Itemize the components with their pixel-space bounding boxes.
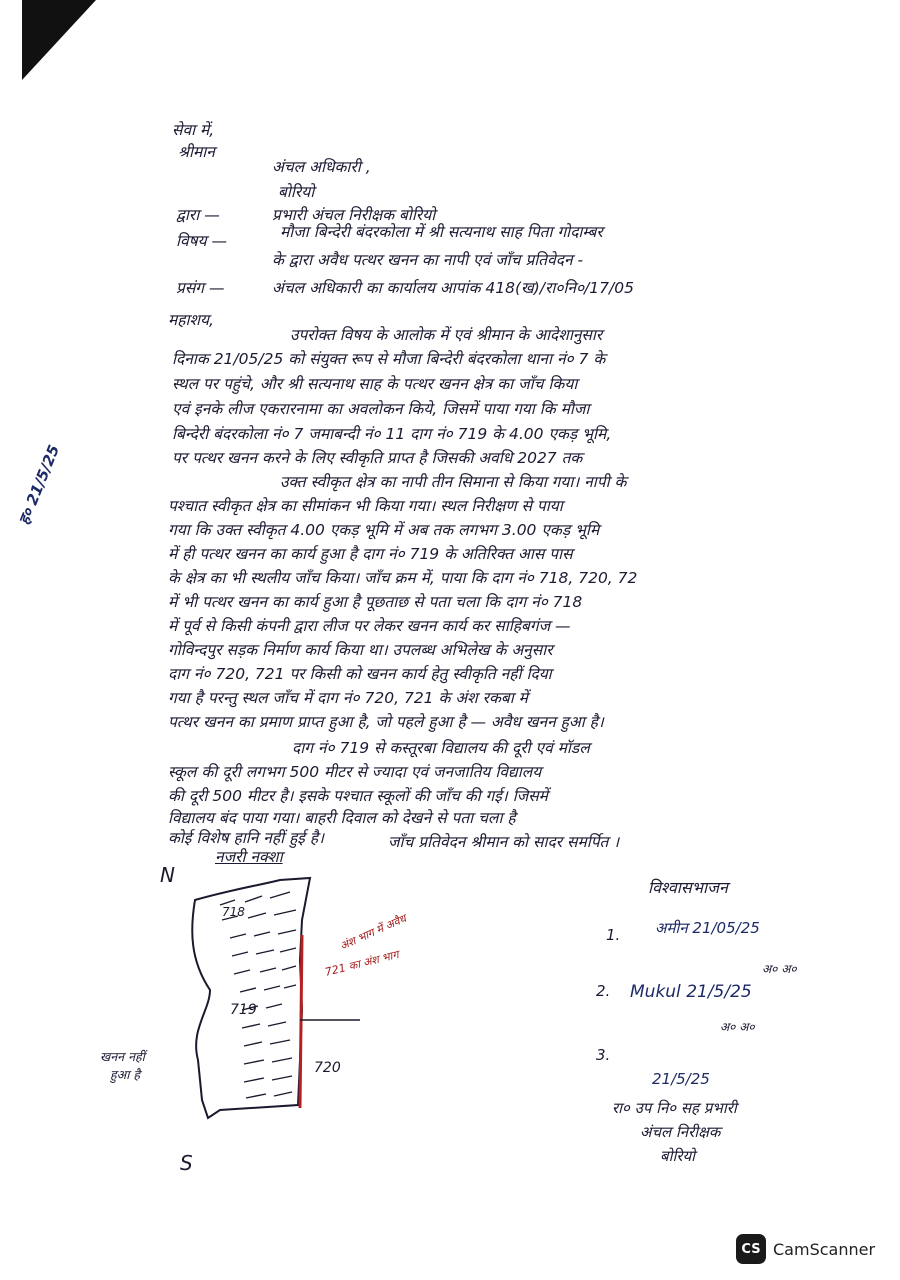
body-line: बिन्देरी बंदरकोला नं० 7 जमाबन्दी नं० 11 दाग नं० 719 के 4.00 एकड़ भूमि,	[172, 425, 612, 443]
camscanner-logo: CS	[736, 1234, 766, 1264]
signatory-1-signature: अमीन 21/05/25	[655, 919, 760, 937]
scan-corner-mark	[22, 0, 96, 80]
greeting: महाशय,	[168, 311, 214, 329]
signatory-heading: विश्वासभाजन	[648, 878, 728, 897]
body-line: दाग नं० 719 से कस्तूरबा विद्यालय की दूरी एवं मॉडल	[292, 739, 590, 757]
sketch-outline	[192, 878, 310, 1118]
signatory-footer-line-2: अंचल निरीक्षक	[640, 1123, 721, 1141]
north-label: N	[160, 863, 175, 887]
body-line: के क्षेत्र का भी स्थलीय जाँच किया। जाँच क्रम में, पाया कि दाग नं० 718, 720, 72	[168, 569, 638, 587]
reference-label: प्रसंग —	[176, 279, 225, 297]
salutation-line-4: बोरियो	[278, 183, 315, 201]
camscanner-watermark: CamScanner	[773, 1240, 876, 1259]
body-line: की दूरी 500 मीटर है। इसके पश्चात स्कूलों की जाँच की गई। जिसमें	[168, 787, 548, 805]
body-line: पर पत्थर खनन करने के लिए स्वीकृति प्राप्त है जिसकी अवधि 2027 तक	[172, 449, 583, 467]
via-label: द्वारा —	[176, 206, 220, 224]
site-sketch-map	[150, 860, 520, 1180]
sketch-title: नजरी नक्शा	[215, 848, 283, 866]
submission-line: जाँच प्रतिवेदन श्रीमान को सादर समर्पित ।	[388, 833, 620, 851]
signatory-2-note-b: अ० अ०	[720, 1020, 755, 1034]
body-line: एवं इनके लीज एकरारनामा का अवलोकन किये, जिसमें पाया गया कि मौजा	[172, 400, 590, 418]
body-line: कोई विशेष हानि नहीं हुई है।	[168, 829, 324, 847]
body-line: विद्यालय बंद पाया गया। बाहरी दिवाल को देखने से पता चला है	[168, 809, 516, 827]
body-line: पत्थर खनन का प्रमाण प्राप्त हुआ है, जो पहले हुआ है — अवैध खनन हुआ है।	[168, 713, 604, 731]
body-line: स्थल पर पहुंचे, और श्री सत्यनाथ साह के पत्थर खनन क्षेत्र का जाँच किया	[172, 375, 578, 393]
salutation-line-1: सेवा में,	[172, 121, 215, 139]
no-mining-label-2: हुआ है	[110, 1067, 141, 1082]
body-line: गोविन्दपुर सड़क निर्माण कार्य किया था। उपलब्ध अभिलेख के अनुसार	[168, 641, 553, 659]
illegal-part-note: अंश भाग में अवैध	[337, 911, 409, 953]
body-line: पश्चात स्वीकृत क्षेत्र का सीमांकन भी किया गया। स्थल निरीक्षण से पाया	[168, 497, 563, 515]
subject-label: विषय —	[176, 232, 228, 250]
body-line: गया है परन्तु स्थल जाँच में दाग नं० 720, 721 के अंश रकबा में	[168, 689, 528, 707]
body-line: उपरोक्त विषय के आलोक में एवं श्रीमान के आदेशानुसार	[290, 326, 603, 344]
signatory-2-note-a: अ० अ०	[762, 962, 797, 976]
salutation-line-2: श्रीमान	[178, 143, 215, 161]
signatory-3-number: 3.	[596, 1046, 611, 1064]
body-line: दिनाक 21/05/25 को संयुक्त रूप से मौजा बिन्देरी बंदरकोला थाना नं० 7 के	[172, 350, 606, 368]
body-line: में ही पत्थर खनन का कार्य हुआ है दाग नं० 719 के अतिरिक्त आस पास	[168, 545, 573, 563]
plot-721-label: 721 का अंश भाग	[323, 948, 400, 979]
plot-719-label: 719	[230, 1002, 257, 1018]
signatory-footer-line-1: रा० उप नि० सह प्रभारी	[612, 1099, 737, 1117]
hatched-mining-area	[220, 892, 296, 1098]
via-value: प्रभारी अंचल निरीक्षक बोरियो	[272, 206, 436, 224]
no-mining-label-1: खनन नहीं	[100, 1049, 145, 1064]
signatory-3-signature: 21/5/25	[652, 1070, 710, 1088]
body-line: स्कूल की दूरी लगभग 500 मीटर से ज्यादा एवं जनजातिय विद्यालय	[168, 763, 542, 781]
salutation-line-3: अंचल अधिकारी ,	[272, 158, 371, 176]
reference-value: अंचल अधिकारी का कार्यालय आपांक 418(ख)/रा०नि०/17/05	[272, 279, 634, 297]
subject-line-2: के द्वारा अवैध पत्थर खनन का नापी एवं जाँच प्रतिवेदन -	[272, 251, 584, 269]
plot-718-label: 718	[222, 905, 245, 919]
plot-720-label: 720	[314, 1060, 341, 1076]
side-signature: ह० 21/5/25	[14, 442, 64, 528]
south-label: S	[180, 1151, 193, 1175]
body-line: में पूर्व से किसी कंपनी द्वारा लीज पर लेकर खनन कार्य कर साहिबगंज —	[168, 617, 571, 635]
body-line: दाग नं० 720, 721 पर किसी को खनन कार्य हेतु स्वीकृति नहीं दिया	[168, 665, 552, 683]
signatory-2-signature: Mukul 21/5/25	[630, 982, 752, 1002]
red-boundary-line	[300, 935, 302, 1108]
subject-line-1: मौजा बिन्देरी बंदरकोला में श्री सत्यनाथ साह पिता गोदाम्बर	[280, 223, 603, 241]
body-line: गया कि उक्त स्वीकृत 4.00 एकड़ भूमि में अब तक लगभग 3.00 एकड़ भूमि	[168, 521, 600, 539]
body-line: में भी पत्थर खनन का कार्य हुआ है पूछताछ से पता चला कि दाग नं० 718	[168, 593, 583, 611]
signatory-1-number: 1.	[606, 926, 621, 944]
body-line: उक्त स्वीकृत क्षेत्र का नापी तीन सिमाना से किया गया। नापी के	[280, 473, 627, 491]
signatory-footer-line-3: बोरियो	[660, 1147, 696, 1165]
signatory-2-number: 2.	[596, 982, 611, 1000]
